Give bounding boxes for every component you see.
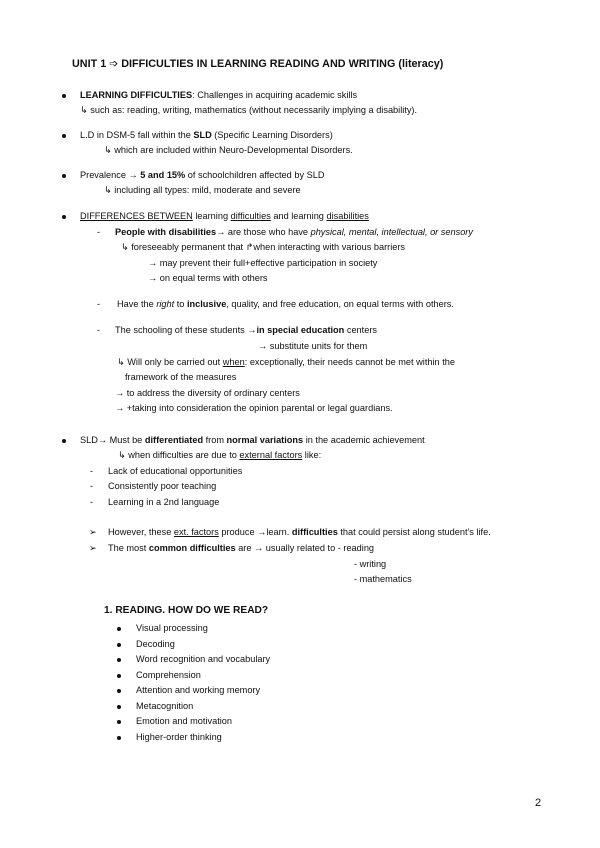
bullet-dot [117,720,121,724]
term-common-difficulties: common difficulties [148,543,236,553]
arrow-bullet-icon: ➢ [89,527,97,537]
list-item: Comprehension [136,670,201,680]
text: that could persist along student's life. [337,527,491,537]
bullet-sld-differentiated [80,434,425,446]
text: ↳ when difficulties are due to [118,450,240,460]
bullet-learning-difficulties [80,89,357,101]
dash-marker: - [97,299,101,309]
term-inclusive: inclusive [186,299,227,309]
text-underlined: when [222,357,245,367]
text: Prevalence → [80,170,141,180]
bullet-dot [117,689,121,693]
bullet-dot [117,736,121,740]
term-difficulties: difficulties [291,527,338,537]
text: ↳ Will only be carried out [117,357,223,367]
list-item: Attention and working memory [136,685,261,695]
bullet-dot [62,134,66,138]
sub-line: → may prevent their full+effective participation in society [148,258,378,268]
bullet-dot [117,658,121,662]
dash-marker: - [90,466,94,476]
term-sld: SLD [193,130,212,140]
bullet-dsm5 [80,129,333,141]
text: learning [192,211,231,221]
sub-line: → substitute units for them [258,341,368,351]
text: → are those who have [216,227,311,237]
dash-marker: - [97,227,101,237]
term-special-education: in special education [256,325,345,335]
text: produce →learn. [218,527,292,537]
sub-line: ↳ such as: reading, writing, mathematics (without necessarily implying a disability). [80,105,418,115]
bullet-dot [117,627,121,631]
text: SLD→ Must be [80,435,145,445]
list-item: Lack of educational opportunities [108,466,243,476]
sub-line [117,356,455,368]
text: The schooling of these students → [115,325,257,335]
text-underlined: difficulties [230,211,271,221]
text-underlined: external factors [239,450,303,460]
dash-marker: - [90,497,94,507]
text: However, these [108,527,174,537]
text: in the academic achievement [303,435,425,445]
sub-line: ↳ which are included within Neuro-Developmental Disorders. [104,145,353,155]
text-underlined: ext. factors [173,527,219,537]
list-item: Emotion and motivation [136,716,233,726]
arrow-bullet-icon: ➢ [89,543,97,553]
sub-line: → +taking into consideration the opinion parental or legal guardians. [115,403,393,413]
ext-factors-line [108,526,491,538]
people-with-disabilities-line [115,226,473,238]
list-item: Word recognition and vocabulary [136,654,271,664]
bullet-dot [62,94,66,98]
bullet-dot [117,705,121,709]
bullet-prevalence [80,169,324,181]
bullet-dot [62,215,66,219]
sub-line: → to address the diversity of ordinary centers [115,388,300,398]
text-italic: right [156,299,175,309]
text: from [203,435,227,445]
text-underlined: disabilities [326,211,369,221]
page-title: UNIT 1 ➩ DIFFICULTIES IN LEARNING READING AND WRITING (literacy) [72,58,444,70]
sub-line: - writing [354,559,387,569]
term-people-with-disabilities: People with disabilities [115,227,217,237]
sub-line: ↳ foreseeably permanent that ↱when interacting with various barriers [121,242,406,252]
text: of schoolchildren affected by SLD [185,170,325,180]
term-learning-difficulties: LEARNING DIFFICULTIES [80,90,193,100]
text: and learning [270,211,327,221]
text: : Challenges in acquiring academic skills [192,90,358,100]
list-item: Decoding [136,639,175,649]
term-normal-variations: normal variations [226,435,304,445]
dash-marker: - [97,325,101,335]
text-underlined: DIFFERENCES BETWEEN [80,211,193,221]
right-to-education-line [117,298,454,310]
text: L.D in DSM-5 fall within the [80,130,194,140]
sub-line [118,449,321,461]
text: to [174,299,187,309]
text: The most [108,543,149,553]
text: (Specific Learning Disorders) [211,130,333,140]
list-item: Visual processing [136,623,208,633]
bullet-dot [117,643,121,647]
list-item: Metacognition [136,701,194,711]
text: like: [302,450,322,460]
text: Have the [117,299,157,309]
text-italic: physical, mental, intellectual, or sensory [310,227,473,237]
bullet-dot [62,439,66,443]
text: are → usually related to - reading [235,543,375,553]
term-differentiated: differentiated [144,435,204,445]
text: , quality, and free education, on equal terms with others. [226,299,454,309]
list-item: Higher-order thinking [136,732,222,742]
sub-line: → on equal terms with others [148,273,268,283]
bullet-dot [117,674,121,678]
prevalence-value: 5 and 15% [140,170,186,180]
dash-marker: - [90,481,94,491]
sub-line: - mathematics [354,574,412,584]
bullet-differences [80,210,369,222]
section-heading: 1. READING. HOW DO WE READ? [104,605,269,616]
sub-line: framework of the measures [125,372,237,382]
list-item: Learning in a 2nd language [108,497,220,507]
sub-line: ↳ including all types: mild, moderate and severe [104,185,301,195]
schooling-line [115,324,377,336]
bullet-dot [62,174,66,178]
common-difficulties-line [108,542,374,554]
list-item: Consistently poor teaching [108,481,217,491]
page-number: 2 [535,797,542,809]
text: centers [344,325,377,335]
text: : exceptionally, their needs cannot be met within the [244,357,455,367]
